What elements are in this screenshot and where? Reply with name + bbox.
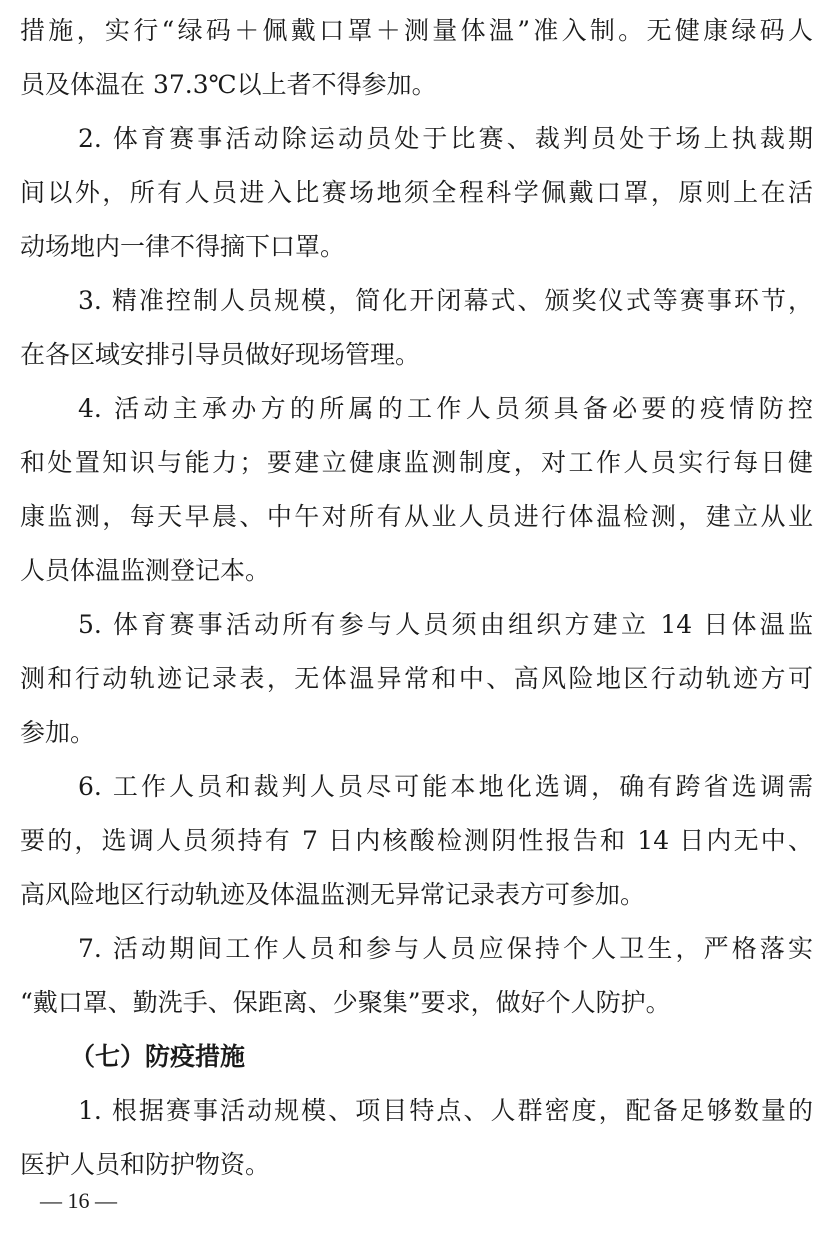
- list-item-1-line: 1. 根据赛事活动规模、项目特点、人群密度，配备足够数量的: [78, 1096, 813, 1125]
- body-text-line: 高风险地区行动轨迹及体温监测无异常记录表方可参加。: [20, 880, 646, 909]
- body-text-line: 康监测，每天早晨、中午对所有从业人员进行体温检测，建立从业: [20, 502, 813, 531]
- body-text-line: 测和行动轨迹记录表，无体温异常和中、高风险地区行动轨迹方可: [20, 664, 813, 693]
- body-text-line: 人员体温监测登记本。: [20, 556, 271, 585]
- body-text-line: 在各区域安排引导员做好现场管理。: [20, 340, 421, 369]
- section-heading: （七）防疫措施: [70, 1042, 246, 1071]
- list-item-5-line: 5. 体育赛事活动所有参与人员须由组织方建立 14 日体温监: [78, 610, 813, 639]
- body-text-line: 医护人员和防护物资。: [20, 1150, 271, 1179]
- body-text-line: 参加。: [20, 718, 96, 747]
- list-item-4-line: 4. 活动主承办方的所属的工作人员须具备必要的疫情防控: [78, 394, 813, 423]
- body-text-line: 和处置知识与能力；要建立健康监测制度，对工作人员实行每日健: [20, 448, 813, 477]
- body-text-line: 员及体温在 37.3℃以上者不得参加。: [20, 70, 437, 99]
- list-item-6-line: 6. 工作人员和裁判人员尽可能本地化选调，确有跨省选调需: [78, 772, 813, 801]
- body-text-line: 间以外，所有人员进入比赛场地须全程科学佩戴口罩，原则上在活: [20, 178, 813, 207]
- list-item-2-line: 2. 体育赛事活动除运动员处于比赛、裁判员处于场上执裁期: [78, 124, 813, 153]
- body-text-line: 措施，实行“绿码＋佩戴口罩＋测量体温”准入制。无健康绿码人: [20, 16, 813, 45]
- list-item-7-line: 7. 活动期间工作人员和参与人员应保持个人卫生，严格落实: [78, 934, 813, 963]
- list-item-3-line: 3. 精准控制人员规模，简化开闭幕式、颁奖仪式等赛事环节，: [78, 286, 813, 315]
- body-text-line: 动场地内一律不得摘下口罩。: [20, 232, 346, 261]
- body-text-line: 要的，选调人员须持有 7 日内核酸检测阴性报告和 14 日内无中、: [20, 826, 813, 855]
- body-text-line: “戴口罩、勤洗手、保距离、少聚集”要求，做好个人防护。: [20, 988, 671, 1017]
- page-number: — 16 —: [40, 1188, 117, 1213]
